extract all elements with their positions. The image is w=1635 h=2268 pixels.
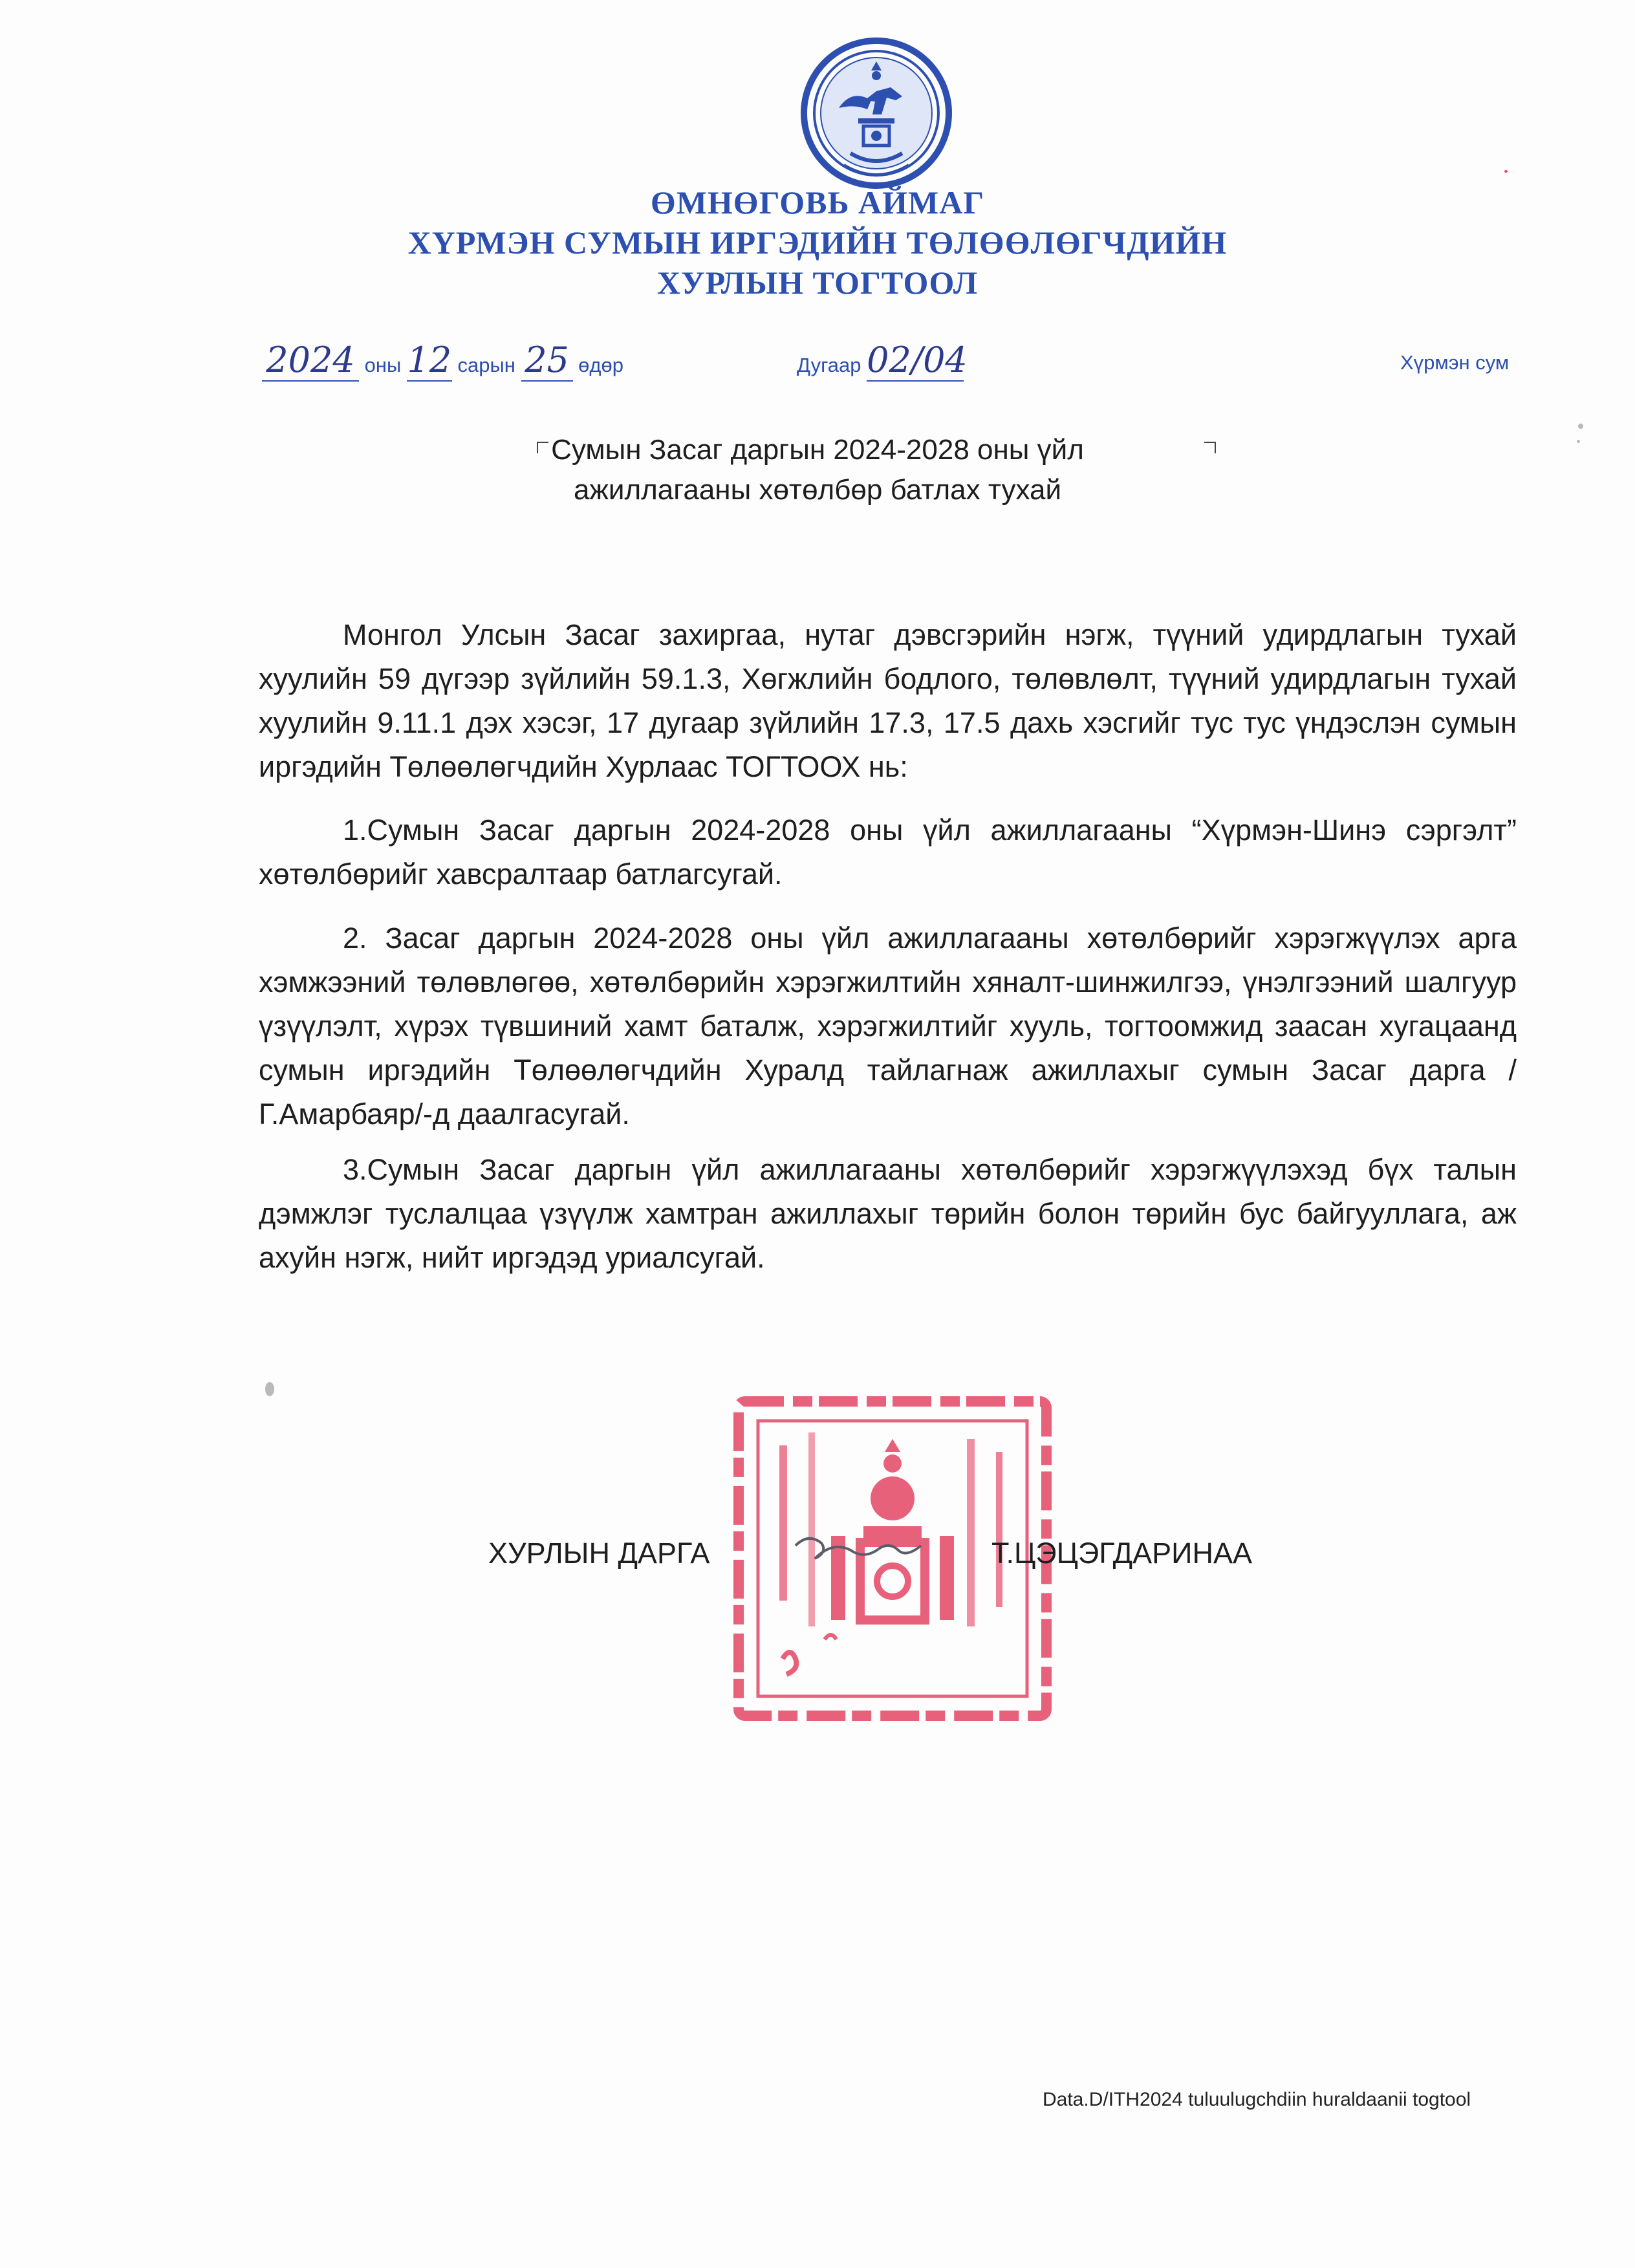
scan-speck [1577, 440, 1580, 443]
scan-speck [1504, 170, 1508, 173]
title-line-1: Сумын Засаг даргын 2024-2028 оны үйл [551, 434, 1084, 466]
number-label: Дугаар [797, 354, 861, 376]
date-month-suffix: сарын [457, 354, 515, 376]
header-aimag: ӨМНӨГОВЬ АЙМАГ [650, 184, 985, 221]
signature-title: ХУРЛЫН ДАРГА [488, 1537, 710, 1570]
number-value: 02/04 [867, 340, 968, 380]
signature-name: Т.ЦЭЦЭГДАРИНАА [991, 1537, 1253, 1570]
date-field [262, 340, 623, 382]
resolution-item-2: 2. Засаг даргын 2024-2028 оны үйл ажиллагааны хөтөлбөрийг хэрэгжүүлэх арга хэмжээний төлөвлөгөө, хөтөлбөрийн хэрэгжилтийн хяналт-шинжилгээ, үнэлгээний шалгуур үзүүлэлт, хүрэх түвшиний хамт баталж, хэрэгжилтийг хууль, тогтоомжид заасан хугацаанд сумын иргэдийн Төлөөлөгчдийн Хуралд тайлагнаж ажиллахыг сумын Засаг дарга /Г.Амарбаяр/-д даалгасугай. [259, 922, 1517, 1130]
resolution-item-1: 1.Сумын Засаг даргын 2024-2028 оны үйл ажиллагааны “Хүрмэн-Шинэ сэргэлт” хөтөлбөрийг хавсралтаар батлагсугай. [259, 814, 1517, 891]
preamble-paragraph: Монгол Улсын Засаг захиргаа, нутаг дэвсгэрийн нэгж, түүний удирдлагын тухай хуулийн 59 дүгээр зүйлийн 59.1.3, Хөгжлийн бодлого, төлөвлөлт, түүний удирдлагын тухай хуулийн 9.11.1 дэх хэсэг, 17 дугаар зүйлийн 17.3, 17.5 дахь хэсгийг тус тус үндэслэн сумын иргэдийн Төлөөлөгчдийн Хурлаас ТОГТООХ нь: [259, 618, 1517, 783]
date-year: 2024 [262, 340, 359, 382]
resolution-item-3: 3.Сумын Засаг даргын үйл ажиллагааны хөтөлбөрийг хэрэгжүүлэхэд бүх талын дэмжлэг туслалцаа үзүүлж хамтран ажиллахыг төрийн болон төрийн бус байгууллага, аж ахуйн нэгж, нийт иргэдэд уриалсугай. [259, 1153, 1517, 1274]
date-month: 12 [407, 340, 452, 380]
scan-speck [1578, 424, 1583, 429]
number-field [797, 340, 968, 382]
state-emblem-icon [799, 36, 954, 191]
date-day-suffix: өдөр [578, 354, 623, 376]
title-line-2: ажиллагааны хөтөлбөр батлах тухай [573, 474, 1062, 506]
header-resolution: ХУРЛЫН ТОГТООЛ [656, 265, 979, 301]
place-name: Хүрмэн сум [1400, 351, 1510, 374]
date-year-suffix: оны [364, 354, 402, 376]
date-day: 25 [521, 340, 573, 382]
header-council: ХҮРМЭН СУМЫН ИРГЭДИЙН ТӨЛӨӨЛӨГЧДИЙН [407, 224, 1228, 261]
file-reference: Data.D/ITH2024 tuluulugchdiin huraldaanii togtool [1043, 2089, 1471, 2110]
scan-speck [265, 1382, 274, 1396]
